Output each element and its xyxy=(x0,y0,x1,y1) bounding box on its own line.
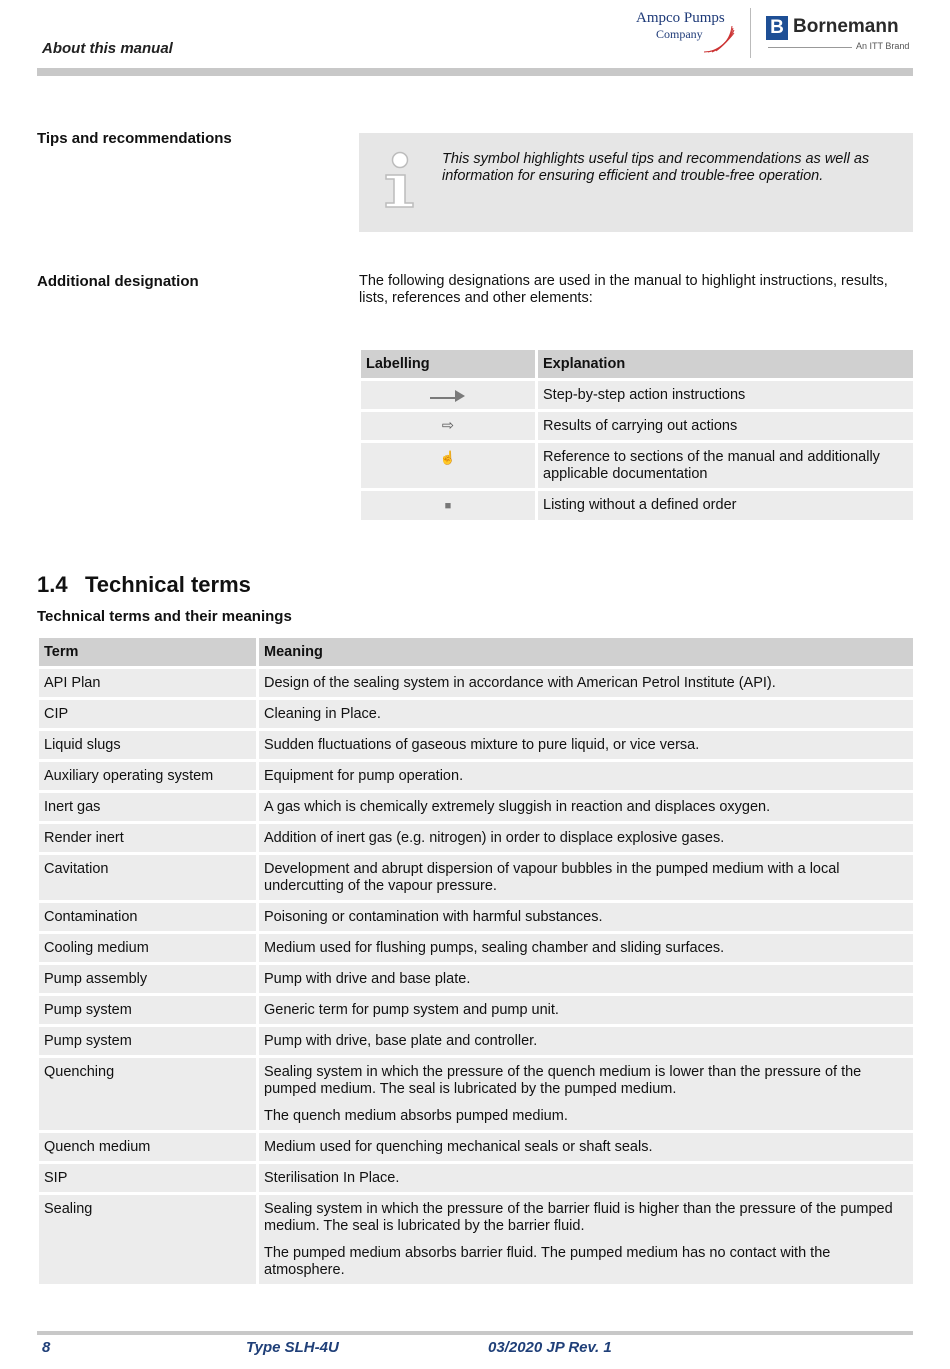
header-bar xyxy=(37,68,913,76)
footer-revision: 03/2020 JP Rev. 1 xyxy=(488,1339,612,1356)
terms-table xyxy=(36,635,916,1287)
designation-symbol-cell xyxy=(361,491,535,520)
term-cell: Cooling medium xyxy=(39,934,256,962)
bornemann-name: Bornemann xyxy=(793,16,899,37)
table-row xyxy=(39,731,913,759)
additional-intro: The following designations are used in the manual to highlight instructions, results, lists, references and other elements: xyxy=(359,273,888,306)
footer-bar xyxy=(37,1331,913,1335)
designation-explanation-cell: Listing without a defined order xyxy=(538,491,913,520)
terms-header-row xyxy=(39,638,913,666)
ampco-swirl-icon xyxy=(700,22,736,56)
meaning-cell: Cleaning in Place. xyxy=(259,700,913,728)
table-row xyxy=(39,1027,913,1055)
term-cell: Contamination xyxy=(39,903,256,931)
bornemann-tagline-rule xyxy=(768,47,852,48)
designation-header-row xyxy=(361,350,913,378)
header-section-title: About this manual xyxy=(42,40,173,57)
tips-box xyxy=(359,133,913,232)
designation-header-labelling: Labelling xyxy=(361,350,535,378)
table-row xyxy=(39,965,913,993)
logo-divider xyxy=(750,8,751,58)
table-row xyxy=(361,491,913,520)
designation-explanation-cell: Step-by-step action instructions xyxy=(538,381,913,409)
step-arrow-icon xyxy=(430,388,466,402)
term-cell: Sealing xyxy=(39,1195,256,1284)
square-bullet-icon: ■ xyxy=(444,500,452,512)
designation-explanation-cell: Reference to sections of the manual and additionally applicable documentation xyxy=(538,443,913,488)
meaning-cell: A gas which is chemically extremely sluggish in reaction and displaces oxygen. xyxy=(259,793,913,821)
meaning-cell: Medium used for quenching mechanical seals or shaft seals. xyxy=(259,1133,913,1161)
term-cell: Pump system xyxy=(39,1027,256,1055)
section-subtitle: Technical terms and their meanings xyxy=(37,608,292,625)
meaning-cell xyxy=(259,1195,913,1284)
section-title: Technical terms xyxy=(85,572,251,597)
table-row xyxy=(39,824,913,852)
bornemann-tag: An ITT Brand xyxy=(856,41,910,51)
meaning-paragraph: The pumped medium absorbs barrier fluid. The pumped medium has no contact with the atmosphere. xyxy=(264,1245,831,1278)
term-cell: API Plan xyxy=(39,669,256,697)
term-cell: CIP xyxy=(39,700,256,728)
table-row xyxy=(39,903,913,931)
terms-header-term: Term xyxy=(39,638,256,666)
term-cell: Quench medium xyxy=(39,1133,256,1161)
term-cell: Inert gas xyxy=(39,793,256,821)
term-cell: Cavitation xyxy=(39,855,256,900)
meaning-cell: Addition of inert gas (e.g. nitrogen) in order to displace explosive gases. xyxy=(259,824,913,852)
info-icon xyxy=(383,151,415,211)
designation-symbol-cell xyxy=(361,443,535,488)
additional-label: Additional designation xyxy=(37,273,199,290)
meaning-cell: Pump with drive, base plate and controller. xyxy=(259,1027,913,1055)
table-row xyxy=(361,381,913,409)
table-row xyxy=(361,443,913,488)
term-cell: Pump assembly xyxy=(39,965,256,993)
table-row xyxy=(39,1058,913,1130)
bornemann-mark-icon: B xyxy=(766,16,788,40)
footer-type: Type SLH-4U xyxy=(246,1339,339,1356)
meaning-cell: Sudden fluctuations of gaseous mixture to pure liquid, or vice versa. xyxy=(259,731,913,759)
designation-symbol-cell xyxy=(361,381,535,409)
meaning-cell xyxy=(259,1058,913,1130)
term-cell: Liquid slugs xyxy=(39,731,256,759)
meaning-cell: Poisoning or contamination with harmful substances. xyxy=(259,903,913,931)
designation-explanation-cell: Results of carrying out actions xyxy=(538,412,913,440)
table-row xyxy=(39,700,913,728)
meaning-paragraph: Sealing system in which the pressure of the quench medium is lower than the pressure of the pumped medium. The seal is lubricated by the pumped medium. xyxy=(264,1064,862,1097)
table-row xyxy=(361,412,913,440)
meaning-cell: Sterilisation In Place. xyxy=(259,1164,913,1192)
term-cell: Quenching xyxy=(39,1058,256,1130)
designation-header-explanation: Explanation xyxy=(538,350,913,378)
ampco-logo-line1: Ampco Pumps xyxy=(636,10,725,26)
meaning-paragraph: Sealing system in which the pressure of the barrier fluid is higher than the pressure of the pumped medium. The seal is lubricated by the barrier fluid. xyxy=(264,1201,893,1234)
term-cell: Auxiliary operating system xyxy=(39,762,256,790)
table-row xyxy=(39,934,913,962)
section-number: 1.4 xyxy=(37,572,68,597)
ampco-logo-line2: Company xyxy=(656,27,703,41)
tips-text: This symbol highlights useful tips and recommendations as well as information for ensuring efficient and trouble-free operation. xyxy=(442,151,870,184)
table-row xyxy=(39,1164,913,1192)
meaning-cell: Development and abrupt dispersion of vapour bubbles in the pumped medium with a local undercutting of the vapour pressure. xyxy=(259,855,913,900)
section-heading xyxy=(37,572,251,598)
table-row xyxy=(39,762,913,790)
ampco-logo xyxy=(636,10,736,56)
table-row xyxy=(39,669,913,697)
table-row xyxy=(39,1195,913,1284)
table-row xyxy=(39,855,913,900)
meaning-cell: Generic term for pump system and pump unit. xyxy=(259,996,913,1024)
result-arrow-icon: ⇨ xyxy=(441,418,455,434)
term-cell: Pump system xyxy=(39,996,256,1024)
meaning-cell: Medium used for flushing pumps, sealing chamber and sliding surfaces. xyxy=(259,934,913,962)
table-row xyxy=(39,996,913,1024)
term-cell: SIP xyxy=(39,1164,256,1192)
meaning-cell: Pump with drive and base plate. xyxy=(259,965,913,993)
meaning-paragraph: The quench medium absorbs pumped medium. xyxy=(264,1108,568,1124)
table-row xyxy=(39,1133,913,1161)
reference-hand-icon: ☝ xyxy=(439,450,457,465)
tips-label: Tips and recommendations xyxy=(37,130,232,147)
bornemann-logo xyxy=(766,12,916,56)
footer-page-number: 8 xyxy=(42,1339,51,1356)
designation-table xyxy=(358,347,916,523)
term-cell: Render inert xyxy=(39,824,256,852)
terms-header-meaning: Meaning xyxy=(259,638,913,666)
meaning-cell: Design of the sealing system in accordance with American Petrol Institute (API). xyxy=(259,669,913,697)
table-row xyxy=(39,793,913,821)
designation-symbol-cell xyxy=(361,412,535,440)
meaning-cell: Equipment for pump operation. xyxy=(259,762,913,790)
